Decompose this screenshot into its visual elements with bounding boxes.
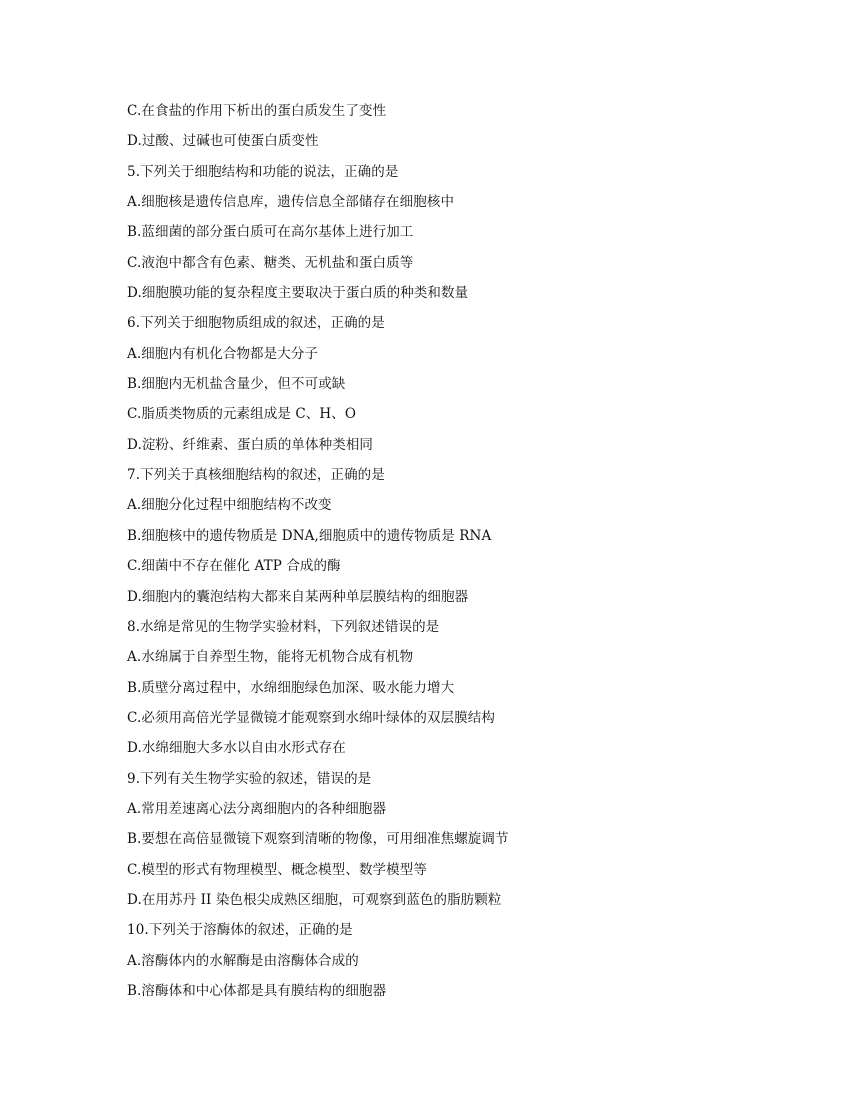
document-content (127, 96, 747, 1006)
text-line: B.蓝细菌的部分蛋白质可在高尔基体上进行加工 (127, 224, 414, 241)
text-line: D.在用苏丹 II 染色根尖成熟区细胞，可观察到蓝色的脂肪颗粒 (127, 891, 502, 908)
text-line: B.要想在高倍显微镜下观察到清晰的物像，可用细准焦螺旋调节 (127, 831, 509, 848)
text-line: C.细菌中不存在催化 ATP 合成的酶 (127, 558, 341, 575)
question-10-stem: 10.下列关于溶酶体的叙述，正确的是 (127, 922, 353, 939)
text-line: A.常用差速离心法分离细胞内的各种细胞器 (127, 800, 387, 817)
text-line: A.细胞内有机化合物都是大分子 (127, 345, 319, 362)
text-line: D.过酸、过碱也可使蛋白质变性 (127, 133, 319, 150)
question-6-stem: 6.下列关于细胞物质组成的叙述，正确的是 (127, 315, 385, 332)
question-5-stem: 5.下列关于细胞结构和功能的说法，正确的是 (127, 163, 399, 180)
text-line: D.细胞内的囊泡结构大都来自某两种单层膜结构的细胞器 (127, 588, 469, 605)
question-7-stem: 7.下列关于真核细胞结构的叙述，正确的是 (127, 467, 385, 484)
text-line: C.液泡中都含有色素、糖类、无机盐和蛋白质等 (127, 254, 414, 271)
text-line: C.在食盐的作用下析出的蛋白质发生了变性 (127, 103, 387, 119)
text-line: A.水绵属于自养型生物，能将无机物合成有机物 (127, 649, 414, 666)
question-9-stem: 9.下列有关生物学实验的叙述，错误的是 (127, 770, 372, 787)
text-line: B.细胞内无机盐含量少，但不可或缺 (127, 376, 346, 393)
text-line: D.细胞膜功能的复杂程度主要取决于蛋白质的种类和数量 (127, 285, 469, 302)
text-line: A.溶酶体内的水解酶是由溶酶体合成的 (127, 952, 359, 969)
text-line: A.细胞分化过程中细胞结构不改变 (127, 497, 332, 514)
text-line: B.溶酶体和中心体都是具有膜结构的细胞器 (127, 982, 387, 999)
text-line: B.细胞核中的遗传物质是 DNA,细胞质中的遗传物质是 RNA (127, 527, 492, 544)
text-line: D.水绵细胞大多水以自由水形式存在 (127, 740, 346, 757)
text-line: A.细胞核是遗传信息库，遗传信息全部储存在细胞核中 (127, 194, 455, 211)
text-line: C.模型的形式有物理模型、概念模型、数学模型等 (127, 861, 427, 878)
text-line: D.淀粉、纤维素、蛋白质的单体种类相同 (127, 436, 374, 453)
text-line: C.必须用高倍光学显微镜才能观察到水绵叶绿体的双层膜结构 (127, 709, 495, 726)
question-8-stem: 8.水绵是常见的生物学实验材料，下列叙述错误的是 (127, 618, 440, 635)
text-line: C.脂质类物质的元素组成是 C、H、O (127, 406, 357, 423)
text-line: B.质壁分离过程中，水绵细胞绿色加深、吸水能力增大 (127, 679, 455, 696)
